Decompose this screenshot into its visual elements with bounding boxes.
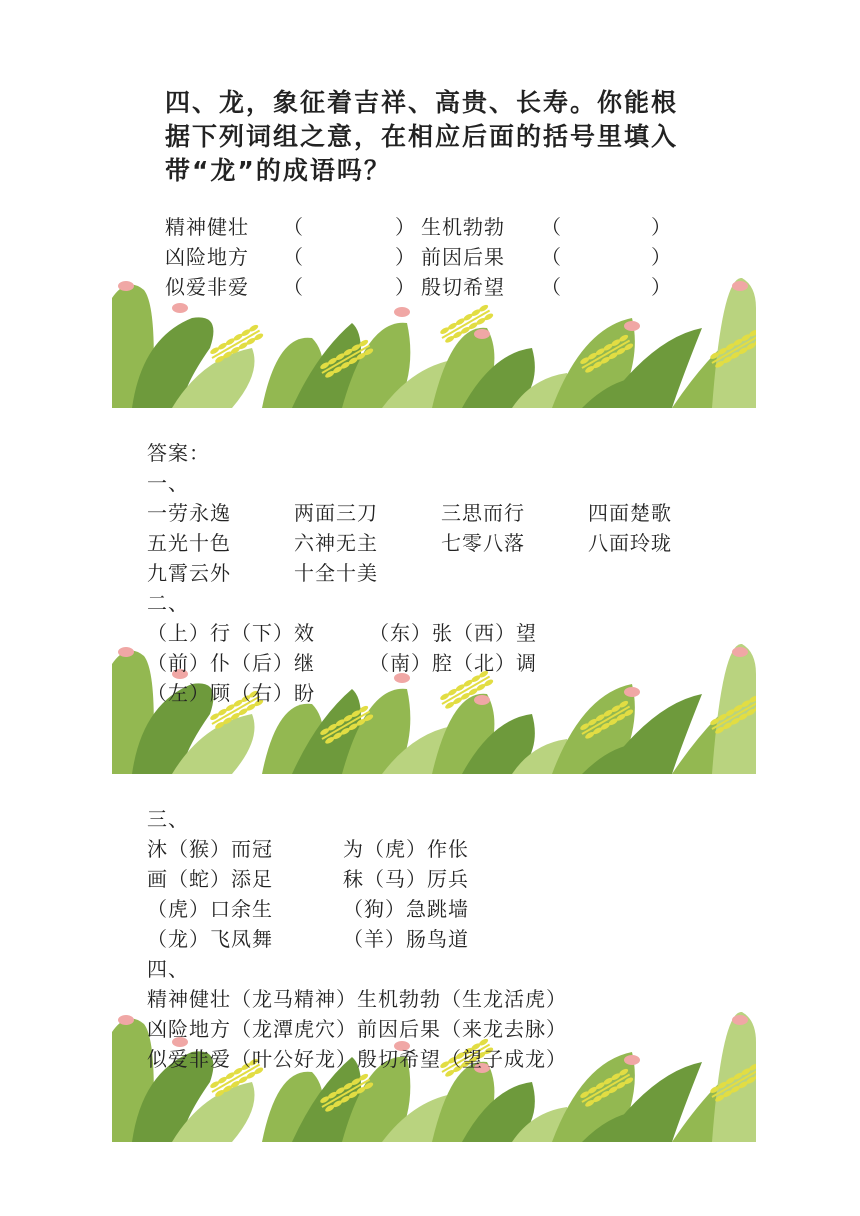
- answer-line: 凶险地方（龙潭虎穴）前因后果（来龙去脉）: [147, 1017, 567, 1041]
- answer-blank[interactable]: [565, 272, 655, 300]
- open-paren: （: [283, 275, 304, 299]
- fill-in-row: 似爱非爱 （ ） 殷切希望 （ ）: [165, 272, 725, 302]
- close-paren: ）: [395, 215, 416, 239]
- close-paren: ）: [651, 275, 672, 299]
- idiom-row: （虎）口余生 （狗）急跳墙: [147, 897, 469, 921]
- idiom-row: （前）仆（后）继 （南）腔（北）调: [147, 651, 537, 675]
- idiom-row: 五光十色 六神无主 七零八落 八面玲珑: [147, 531, 672, 555]
- answer-blank[interactable]: [565, 242, 655, 270]
- idiom-row: （上）行（下）效 （东）张（西）望: [147, 621, 537, 645]
- answer-line: 精神健壮（龙马精神）生机勃勃（生龙活虎）: [147, 987, 567, 1011]
- close-paren: ）: [651, 215, 672, 239]
- open-paren: （: [541, 245, 562, 269]
- close-paren: ）: [651, 245, 672, 269]
- answer-line: 似爱非爱（叶公好龙）殷切希望（望子成龙）: [147, 1047, 567, 1071]
- fill-in-row: 凶险地方 （ ） 前因后果 （ ）: [165, 242, 725, 272]
- part-label: 三、: [147, 807, 189, 831]
- part-label: 一、: [147, 471, 189, 495]
- part-label: 二、: [147, 591, 189, 615]
- answer-blank[interactable]: [307, 272, 397, 300]
- answers-section-1: [147, 438, 747, 708]
- answer-blank[interactable]: [565, 212, 655, 240]
- idiom-row: 画（蛇）添足 秣（马）厉兵: [147, 867, 469, 891]
- open-paren: （: [283, 215, 304, 239]
- close-paren: ）: [395, 245, 416, 269]
- idiom-row: 一劳永逸 两面三刀 三思而行 四面楚歌: [147, 501, 672, 525]
- open-paren: （: [283, 245, 304, 269]
- idiom-row: 沐（猴）而冠 为（虎）作伥: [147, 837, 469, 861]
- idiom-row: 九霄云外 十全十美: [147, 561, 378, 585]
- open-paren: （: [541, 215, 562, 239]
- open-paren: （: [541, 275, 562, 299]
- answers-heading: 答案：: [147, 441, 210, 465]
- fill-in-rows: [165, 212, 725, 302]
- idiom-row: （左）顾（右）盼: [147, 681, 315, 705]
- part-label: 四、: [147, 957, 189, 981]
- answer-blank[interactable]: [307, 212, 397, 240]
- fill-in-row: 精神健壮 （ ） 生机勃勃 （ ）: [165, 212, 725, 242]
- close-paren: ）: [395, 275, 416, 299]
- idiom-row: （龙）飞凤舞 （羊）肠鸟道: [147, 927, 469, 951]
- answers-section-2: [147, 804, 747, 1074]
- question-title: 四、龙，象征着吉祥、高贵、长寿。你能根 据下列词组之意，在相应后面的括号里填入 带“龙”的成语吗？: [165, 88, 679, 185]
- answer-blank[interactable]: [307, 242, 397, 270]
